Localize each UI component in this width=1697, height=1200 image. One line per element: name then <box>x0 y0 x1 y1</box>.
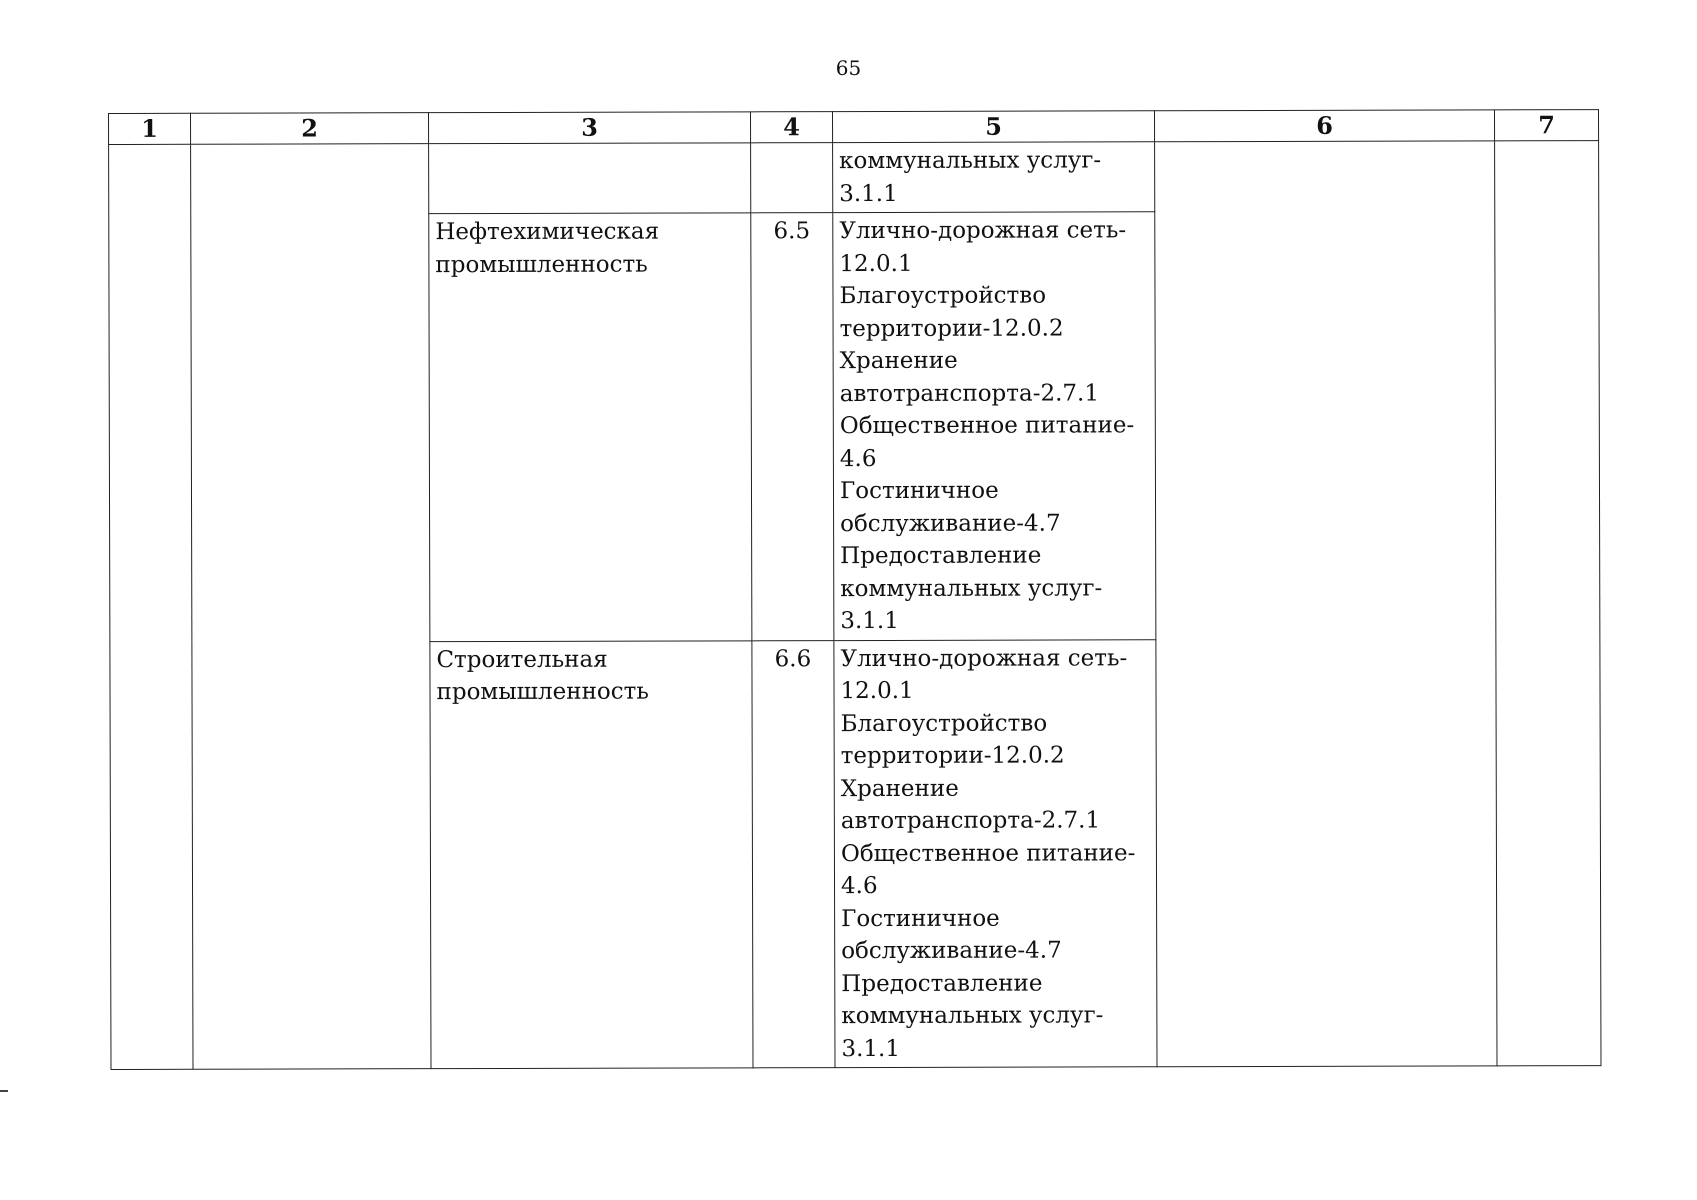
cell-col-5-permitted-uses <box>834 639 1157 1067</box>
col5-line: Общественное питание- <box>840 839 1136 867</box>
col5-line: Благоустройство <box>840 710 1048 737</box>
col5-line: Хранение <box>840 775 959 802</box>
col5-line: Улично-дорожная сеть- <box>839 217 1127 245</box>
cell-col-2 <box>191 144 431 1070</box>
activity-name-line: промышленность <box>436 678 649 706</box>
col5-line: автотранспорта-2.7.1 <box>839 379 1100 407</box>
cell-col-6 <box>1155 141 1497 1067</box>
header-col-6: 6 <box>1154 110 1494 142</box>
header-col-1: 1 <box>109 113 191 144</box>
table-header-row <box>109 110 1599 145</box>
activity-name-line: Строительная <box>436 646 608 673</box>
cell-col-5-permitted-uses <box>833 212 1156 640</box>
col5-line: 12.0.1 <box>840 677 914 705</box>
col5-line: Предоставление <box>841 970 1043 997</box>
table-row-continuation <box>109 141 1599 215</box>
cell-col-4-code: 6.6 <box>752 640 835 1068</box>
cell-col-3 <box>429 143 751 214</box>
cell-col-1 <box>109 144 193 1069</box>
col5-line: 4.6 <box>839 445 877 472</box>
land-use-table <box>108 109 1602 1070</box>
header-col-2: 2 <box>191 113 429 145</box>
col5-line: обслуживание-4.7 <box>840 510 1061 537</box>
col5-line: 3.1.1 <box>839 180 898 207</box>
col5-line: территории-12.0.2 <box>840 742 1065 770</box>
col5-line: автотранспорта-2.7.1 <box>840 807 1101 835</box>
col5-line: Гостиничное <box>841 905 1000 932</box>
col5-line: Гостиничное <box>839 477 999 505</box>
col5-line: 12.0.1 <box>839 250 913 277</box>
col5-line: 4.6 <box>840 872 878 900</box>
col5-line: Улично-дорожная сеть- <box>840 644 1128 672</box>
page-number: 65 <box>835 56 862 80</box>
col5-line: 3.1.1 <box>840 607 899 635</box>
cell-col-4 <box>751 143 833 213</box>
col5-line: коммунальных услуг- <box>841 1002 1104 1030</box>
cell-col-3-activity <box>430 640 753 1068</box>
header-col-5: 5 <box>832 111 1154 143</box>
cell-col-5-continuation <box>833 142 1155 213</box>
cell-col-4-code: 6.5 <box>751 213 834 641</box>
col5-line: коммунальных услуг- <box>840 574 1103 602</box>
cell-col-7 <box>1495 141 1601 1066</box>
col5-line: Предоставление <box>840 542 1042 570</box>
col5-line: Общественное питание- <box>839 412 1135 440</box>
col5-line: Хранение <box>839 347 958 375</box>
header-col-3: 3 <box>429 112 751 144</box>
col5-line: Благоустройство <box>839 282 1047 310</box>
activity-name-line: промышленность <box>435 251 648 278</box>
col5-line: 3.1.1 <box>841 1035 901 1062</box>
activity-name-line: Нефтехимическая <box>435 218 660 246</box>
cell-col-3-activity <box>429 213 752 641</box>
header-col-7: 7 <box>1494 110 1598 141</box>
col5-line: коммунальных услуг- <box>839 147 1102 175</box>
col5-line: территории-12.0.2 <box>839 314 1064 342</box>
col5-line: обслуживание-4.7 <box>841 937 1062 965</box>
header-col-4: 4 <box>750 112 832 143</box>
scan-mark <box>0 1090 8 1092</box>
